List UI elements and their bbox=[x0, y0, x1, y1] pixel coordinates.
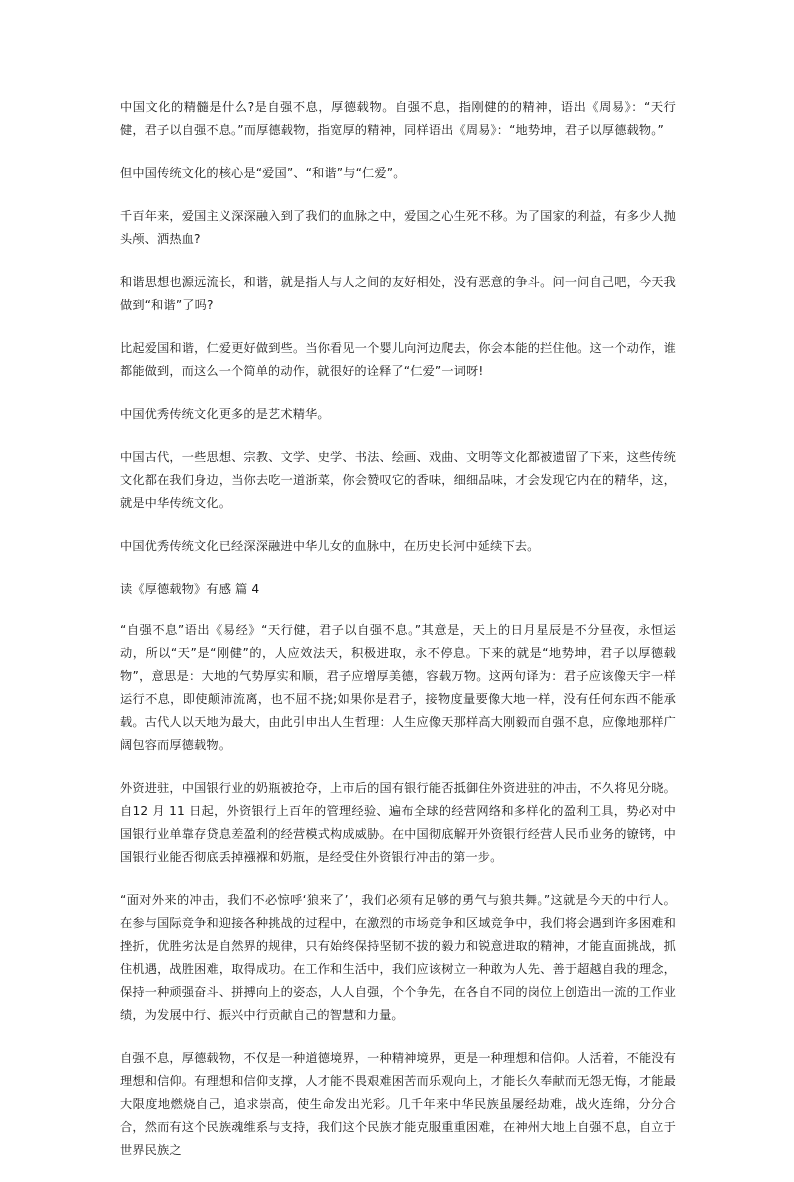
paragraph-self-improvement: “自强不息”语出《易经》“天行健，君子以自强不息。”其意是，天上的日月星辰是不分昼夜，永恒运动，所以“天”是“刚健”的，人应效法天，积极进取，永不停息。下来的就是“地势坤，君子以厚德载物”，意思是：大地的气势厚实和顺，君子应增厚美德，容载万物。这两句译为：君子应该像天宇一样运行不息，即使颠沛流离，也不屈不挠;如果你是君子，接物度量要像大地一样，没有任何东西不能承载。古代人以天地为最大，由此引申出人生哲理：人生应像天那样高大刚毅而自强不息，应像地那样广阔包容而厚德载物。 bbox=[120, 623, 676, 752]
paragraph-patriotism: 千百年来，爱国主义深深融入到了我们的血脉之中，爱国之心生死不移。为了国家的利益，有多少人抛头颅、洒热血? bbox=[120, 209, 676, 246]
paragraph-art-essence: 中国优秀传统文化更多的是艺术精华。 bbox=[120, 407, 330, 421]
paragraph-culture-essence: 中国文化的精髓是什么?是自强不息，厚德载物。自强不息，指刚健的的精神，语出《周易》：“天行健，君子以自强不息。”而厚德载物，指宽厚的精神，同样语出《周易》：“地势坤，君子以厚德载物。” bbox=[120, 100, 676, 137]
paragraph-benevolence: 比起爱国和谐，仁爱更好做到些。当你看见一个婴儿向河边爬去，你会本能的拦住他。这一个动作，谁都能做到，而这么一个简单的动作，就很好的诠释了“仁爱”一词呀! bbox=[120, 341, 676, 378]
paragraph-foreign-banks: 外资进驻，中国银行业的奶瓶被抢夺，上市后的国有银行能否抵御住外资进驻的冲击，不久将见分晓。自12 月 11 日起，外资银行上百年的管理经验、遍布全球的经营网络和多样化的盈利工具，势必对中国银行业单靠存贷息差盈利的经营模式构成威胁。在中国彻底解开外资银行经营人民币业务的镣铐，中国银行业能否彻底丢掉襁褓和奶瓶，是经受住外资银行冲击的第一步。 bbox=[120, 781, 676, 864]
paragraph-core-values: 但中国传统文化的核心是“爱国”、“和谐”与“仁爱”。 bbox=[120, 166, 406, 180]
paragraph-ancient-culture: 中国古代，一些思想、宗教、文学、史学、书法、绘画、戏曲、文明等文化都被遗留了下来，这些传统文化都在我们身边，当你去吃一道浙菜，你会赞叹它的香味，细细品味，才会发现它内在的精华，这，就是中华传统文化。 bbox=[120, 450, 676, 510]
paragraph-harmony: 和谐思想也源远流长，和谐，就是指人与人之间的友好相处，没有恶意的争斗。问一问自己吧，今天我做到“和谐”了吗? bbox=[120, 275, 676, 312]
document-page bbox=[120, 96, 676, 1182]
section-heading: 读《厚德载物》有感 篇 4 bbox=[120, 582, 260, 596]
paragraph-ideals-and-faith: 自强不息，厚德载物，不仅是一种道德境界，一种精神境界，更是一种理想和信仰。人活着，不能没有理想和信仰。有理想和信仰支撑，人才能不畏艰难困苦而乐观向上，才能长久奉献而无怨无悔，才能最大限度地燃烧自己，追求崇高，使生命发出光彩。几千年来中华民族虽屡经劫难，战火连绵，分分合合，然而有这个民族魂维系与支持，我们这个民族才能克服重重困难，在神州大地上自强不息，自立于世界民族之 bbox=[120, 1051, 676, 1157]
paragraph-dance-with-wolves: “面对外来的冲击，我们不必惊呼‘狼来了’，我们必须有足够的勇气与狼共舞。”这就是今天的中行人。在参与国际竞争和迎接各种挑战的过程中，在激烈的市场竞争和区域竞争中，我们将会遇到许多困难和挫折，优胜劣汰是自然界的规律，只有始终保持坚韧不拔的毅力和锐意进取的精神，才能直面挑战，抓住机遇，战胜困难，取得成功。在工作和生活中，我们应该树立一种敢为人先、善于超越自我的理念，保持一种顽强奋斗、拼搏向上的姿态，人人自强，个个争先，在各自不同的岗位上创造出一流的工作业绩，为发展中行、振兴中行贡献自己的智慧和力量。 bbox=[120, 893, 676, 1022]
paragraph-bloodline: 中国优秀传统文化已经深深融进中华儿女的血脉中，在历史长河中延续下去。 bbox=[120, 539, 540, 553]
